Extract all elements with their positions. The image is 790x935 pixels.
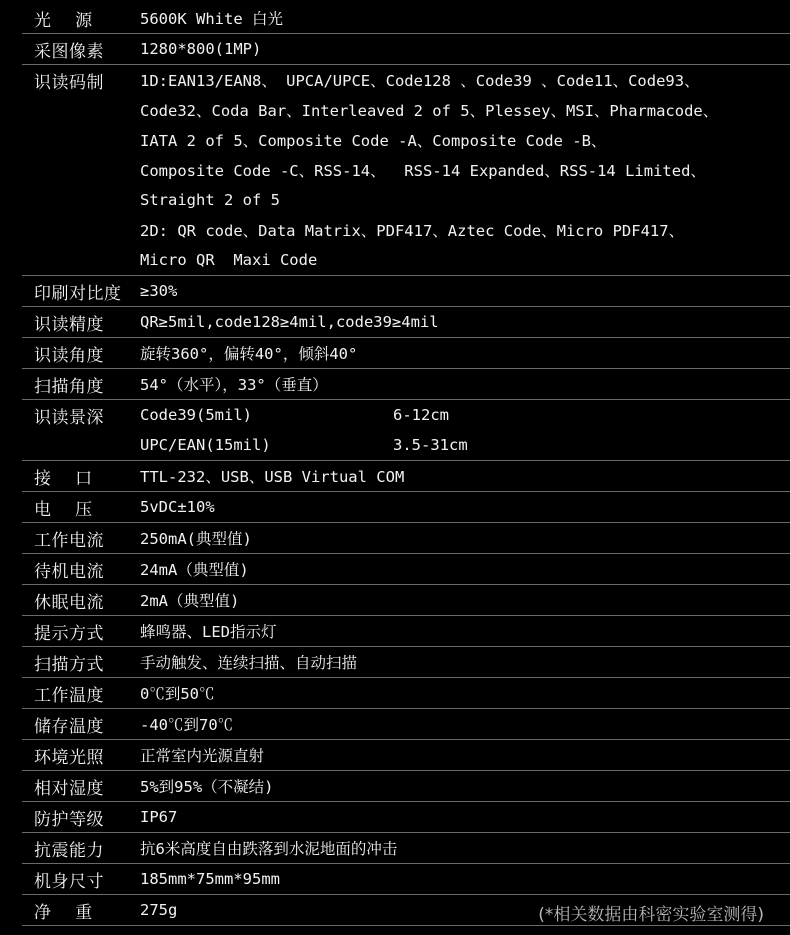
spec-value: 正常室内光源直射 — [140, 747, 265, 765]
spec-line — [22, 276, 790, 306]
spec-value: 275g — [140, 901, 178, 919]
footnote: (*相关数据由科密实验室测得) — [538, 905, 764, 925]
spec-row — [22, 400, 790, 461]
spec-row — [22, 833, 790, 864]
spec-row — [22, 771, 790, 802]
spec-row — [22, 65, 790, 276]
spec-value: Code32、Coda Bar、Interleaved 2 of 5、Plessey、MSI、Pharmacode、 — [140, 102, 719, 120]
spec-label: 防护等级 — [34, 809, 104, 830]
spec-line — [22, 65, 790, 95]
spec-value: 185mm*75mm*95mm — [140, 870, 280, 888]
spec-line — [22, 215, 790, 245]
dof-symbology: UPC/EAN(15mil) — [140, 436, 271, 454]
spec-row — [22, 709, 790, 740]
spec-table — [22, 3, 790, 926]
spec-line — [22, 740, 790, 770]
spec-label: 电 压 — [34, 499, 93, 520]
spec-line — [22, 125, 790, 155]
spec-value: IP67 — [140, 808, 178, 826]
spec-label: 识读码制 — [34, 72, 104, 93]
spec-line — [22, 647, 790, 677]
spec-label: 扫描角度 — [34, 376, 104, 397]
spec-line — [22, 771, 790, 801]
spec-value: 0℃到50℃ — [140, 685, 215, 703]
spec-value: 5600K White 白光 — [140, 10, 283, 28]
spec-value: IATA 2 of 5、Composite Code -A、Composite Code -B、 — [140, 132, 607, 150]
spec-label: 识读精度 — [34, 314, 104, 335]
spec-line — [22, 864, 790, 894]
spec-row — [22, 523, 790, 554]
spec-line — [22, 369, 790, 399]
spec-value: 5vDC±10% — [140, 498, 215, 516]
spec-row — [22, 616, 790, 647]
dof-range: 6-12cm — [393, 406, 449, 424]
spec-value: 2mA（典型值) — [140, 592, 240, 610]
spec-label: 相对湿度 — [34, 778, 104, 799]
spec-line — [22, 34, 790, 64]
spec-value: 1D:EAN13/EAN8、 UPCA/UPCE、Code128 、Code39 、Code11、Code93、 — [140, 72, 700, 90]
spec-row — [22, 554, 790, 585]
spec-label: 休眠电流 — [34, 592, 104, 613]
spec-row — [22, 585, 790, 616]
spec-line — [22, 678, 790, 708]
spec-line — [22, 554, 790, 584]
spec-label: 采图像素 — [34, 41, 104, 62]
spec-line — [22, 185, 790, 215]
spec-value: 24mA（典型值) — [140, 561, 249, 579]
dof-symbology: Code39(5mil) — [140, 406, 252, 424]
spec-line — [22, 461, 790, 491]
spec-value: 2D: QR code、Data Matrix、PDF417、Aztec Code、Micro PDF417、 — [140, 222, 685, 240]
spec-value: 抗6米高度自由跌落到水泥地面的冲击 — [140, 840, 398, 858]
spec-value: 1280*800(1MP) — [140, 40, 262, 58]
spec-label: 扫描方式 — [34, 654, 104, 675]
spec-line — [22, 307, 790, 337]
spec-value: 手动触发、连续扫描、自动扫描 — [140, 654, 358, 672]
spec-value: Micro QR Maxi Code — [140, 251, 318, 269]
spec-value: TTL-232、USB、USB Virtual COM — [140, 468, 405, 486]
spec-value: 5%到95%（不凝结) — [140, 778, 274, 796]
spec-line — [22, 616, 790, 646]
spec-value: -40℃到70℃ — [140, 716, 234, 734]
spec-label: 待机电流 — [34, 561, 104, 582]
spec-row — [22, 740, 790, 771]
spec-label: 机身尺寸 — [34, 871, 104, 892]
spec-label: 提示方式 — [34, 623, 104, 644]
spec-label: 抗震能力 — [34, 840, 104, 861]
spec-row — [22, 461, 790, 492]
spec-label: 识读景深 — [34, 407, 104, 428]
spec-label: 工作电流 — [34, 530, 104, 551]
spec-row — [22, 864, 790, 895]
spec-line — [22, 833, 790, 863]
spec-label: 净 重 — [34, 902, 93, 923]
spec-line — [22, 492, 790, 522]
spec-line — [22, 400, 790, 430]
spec-line — [22, 523, 790, 553]
spec-line — [22, 430, 790, 460]
spec-row — [22, 338, 790, 369]
spec-value: ≥30% — [140, 282, 178, 300]
spec-row — [22, 678, 790, 709]
spec-line — [22, 245, 790, 275]
spec-value: Straight 2 of 5 — [140, 191, 280, 209]
spec-label: 识读角度 — [34, 345, 104, 366]
spec-row — [22, 307, 790, 338]
spec-label: 接 口 — [34, 468, 93, 489]
spec-row — [22, 647, 790, 678]
spec-line — [22, 709, 790, 739]
spec-row — [22, 492, 790, 523]
spec-row — [22, 3, 790, 34]
spec-value — [140, 436, 790, 454]
dof-range: 3.5-31cm — [393, 436, 468, 454]
spec-line — [22, 585, 790, 615]
spec-value: Composite Code -C、RSS-14、 RSS-14 Expanded、RSS-14 Limited、 — [140, 162, 706, 180]
spec-label: 环境光照 — [34, 747, 104, 768]
spec-line — [22, 3, 790, 33]
spec-label: 印刷对比度 — [34, 283, 122, 304]
spec-value: 旋转360°，偏转40°，倾斜40° — [140, 345, 358, 363]
spec-line — [22, 338, 790, 368]
spec-line — [22, 802, 790, 832]
spec-label: 储存温度 — [34, 716, 104, 737]
spec-row — [22, 369, 790, 400]
spec-label: 工作温度 — [34, 685, 104, 706]
spec-row — [22, 276, 790, 307]
spec-row — [22, 34, 790, 65]
spec-label: 光 源 — [34, 10, 93, 31]
spec-value: QR≥5mil,code128≥4mil,code39≥4mil — [140, 313, 439, 331]
spec-line — [22, 95, 790, 125]
spec-row — [22, 802, 790, 833]
spec-value: 蜂鸣器、LED指示灯 — [140, 623, 277, 641]
spec-value: 54°（水平），33°（垂直） — [140, 376, 328, 394]
spec-value: 250mA(典型值) — [140, 530, 252, 548]
spec-line — [22, 155, 790, 185]
spec-value — [140, 406, 790, 424]
